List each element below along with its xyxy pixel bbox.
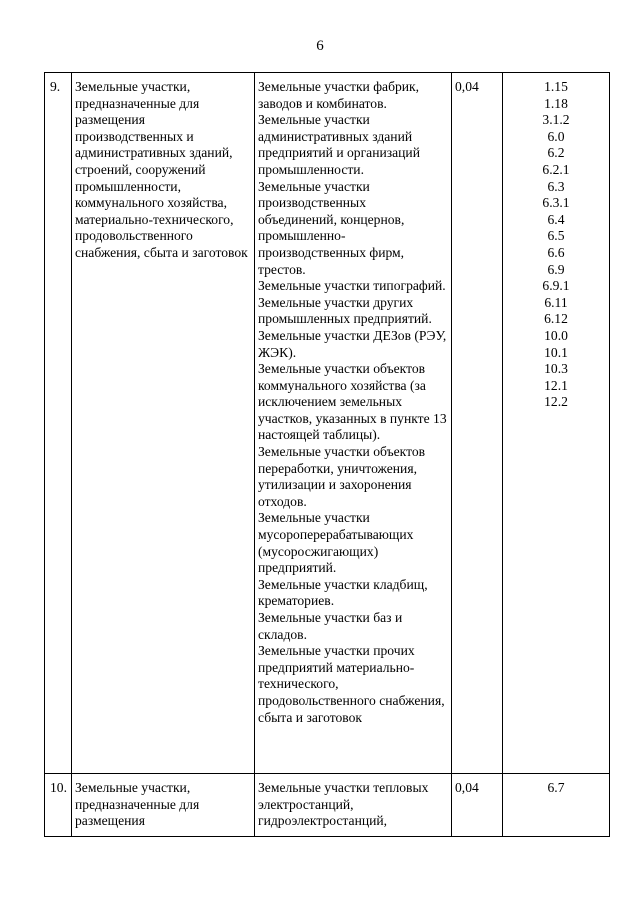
category-cell: Земельные участки, предназначенные для размещения xyxy=(72,774,255,837)
table-row xyxy=(45,774,610,837)
codes-cell xyxy=(503,73,610,774)
item-text: Земельные участки мусороперерабатывающих (мусоросжигающих) предприятий. xyxy=(258,510,414,576)
category-cell: Земельные участки, предназначенные для размещения производственных и административных зданий, строений, сооружений промышленности, коммунального хозяйства, материально-технического, продовольственного снабжения, сбыта и заготовок xyxy=(72,73,255,774)
table-row xyxy=(45,73,610,774)
code: 3.1.2 xyxy=(542,112,570,128)
item-text: Земельные участки баз и складов. xyxy=(258,610,403,642)
code: 6.7 xyxy=(547,780,565,795)
code: 6.4 xyxy=(547,211,565,227)
item-text: Земельные участки прочих предприятий материально-технического, продовольственного снабжения, сбыта и заготовок xyxy=(258,643,445,725)
code: 1.18 xyxy=(544,95,568,111)
item-text: Земельные участки производственных объединений, концернов, промышленно-производственных фирм, трестов. xyxy=(258,178,405,277)
rate-cell: 0,04 xyxy=(452,774,503,837)
code: 12.2 xyxy=(544,394,568,410)
item-text: Земельные участки административных зданий предприятий и организаций промышленности. xyxy=(258,112,420,177)
code: 6.3.1 xyxy=(542,195,570,211)
code: 10.0 xyxy=(544,327,568,343)
code: 6.9.1 xyxy=(542,278,570,294)
code: 10.1 xyxy=(544,344,568,360)
items-cell xyxy=(255,73,452,774)
page-number: 6 xyxy=(316,38,324,54)
item-text: Земельные участки типографий. xyxy=(258,278,446,294)
item-text: Земельные участки кладбищ, крематориев. xyxy=(258,576,428,609)
item-text: Земельные участки других промышленных предприятий. xyxy=(258,294,432,327)
code: 6.5 xyxy=(547,228,565,244)
item-text: Земельные участки объектов коммунального хозяйства (за исключением земельных участков, указанных в пункте 13 настоящей таблицы). xyxy=(258,361,447,443)
rate-cell: 0,04 xyxy=(452,73,503,774)
code: 6.2 xyxy=(547,145,565,161)
code: 6.12 xyxy=(544,311,568,327)
item-text: Земельные участки фабрик, заводов и комбинатов. xyxy=(258,79,420,111)
item-text: Земельные участки ДЕЗов (РЭУ, ЖЭК). xyxy=(258,327,447,360)
code: 12.1 xyxy=(544,377,568,393)
row-number: 9. xyxy=(45,73,72,774)
items-cell xyxy=(255,774,452,837)
code: 6.6 xyxy=(547,244,565,260)
row-number: 10. xyxy=(45,774,72,837)
item-text: Земельные участки тепловых электростанций, гидроэлектростанций, xyxy=(258,780,429,829)
codes-cell xyxy=(503,774,610,837)
land-rates-table xyxy=(44,72,610,837)
code: 6.0 xyxy=(547,128,565,144)
code: 6.3 xyxy=(547,178,565,194)
code: 6.9 xyxy=(547,261,565,277)
code: 6.2.1 xyxy=(542,161,570,177)
code: 6.11 xyxy=(544,294,568,310)
code: 10.3 xyxy=(544,361,568,377)
code: 1.15 xyxy=(544,79,568,94)
item-text: Земельные участки объектов переработки, уничтожения, утилизации и захоронения отходов. xyxy=(258,444,426,509)
